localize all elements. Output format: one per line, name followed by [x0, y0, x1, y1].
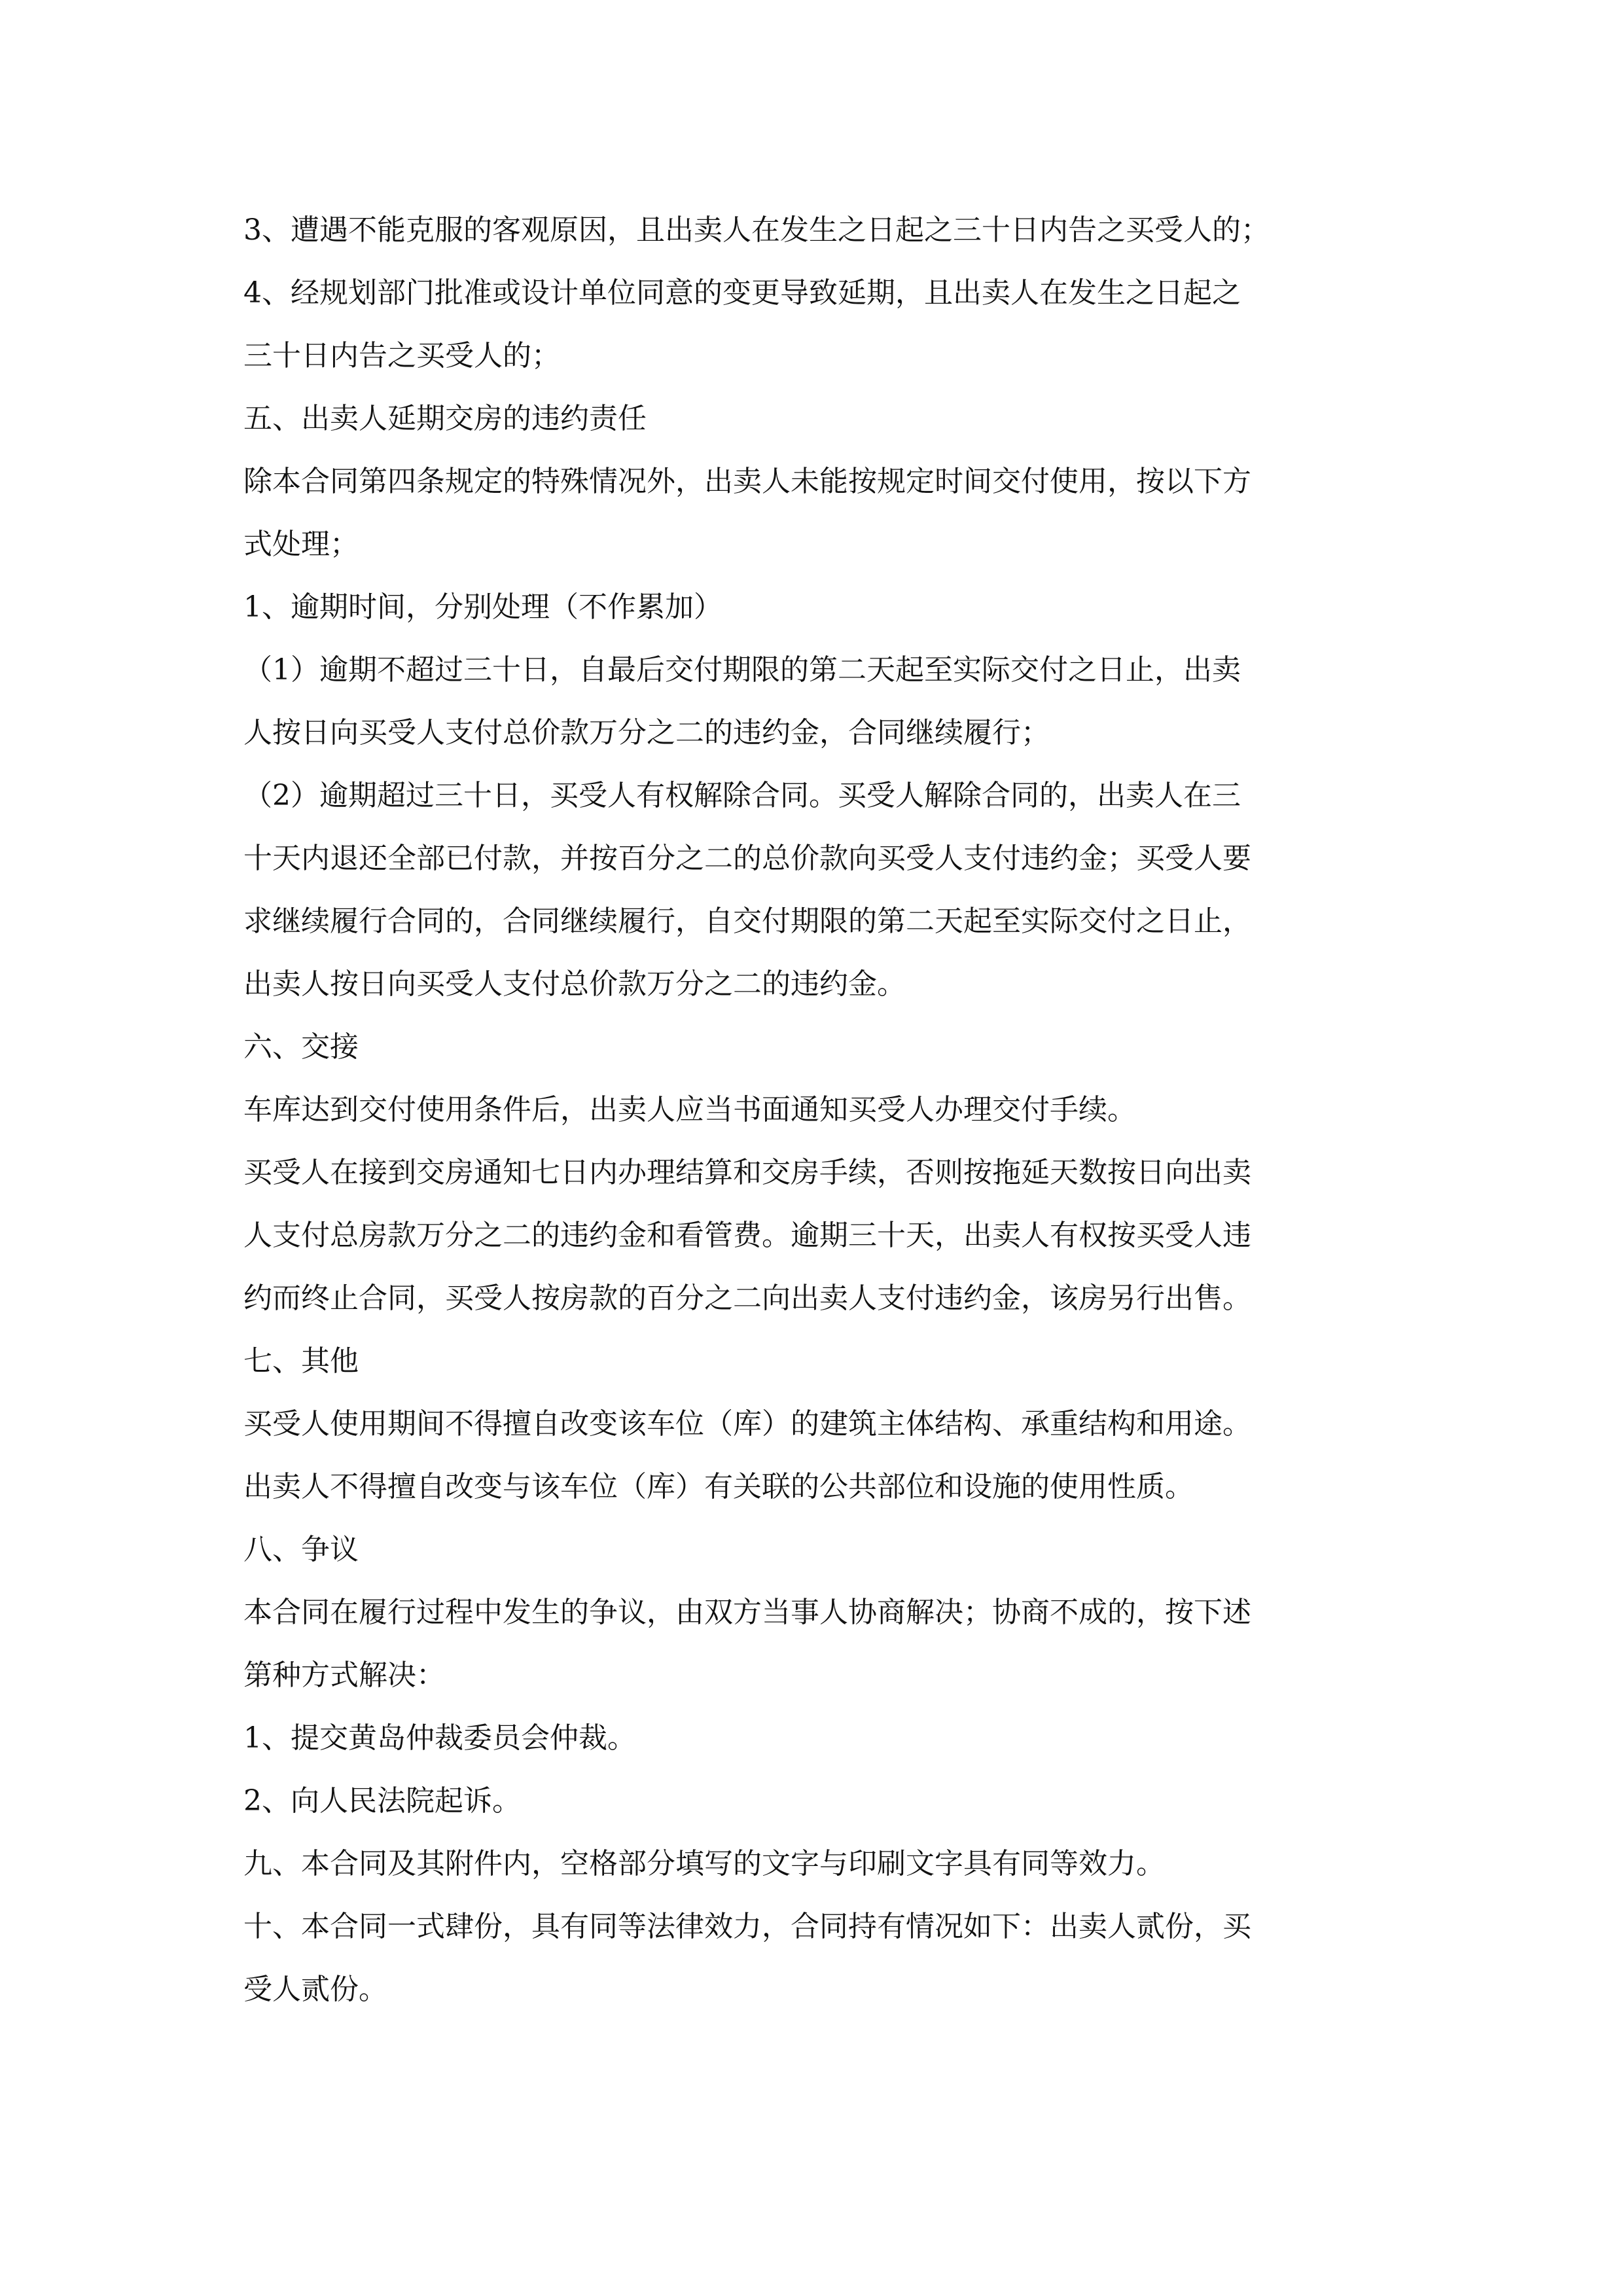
text-line: 出卖人不得擅自改变与该车位（库）有关联的公共部位和设施的使用性质。 [243, 1470, 1194, 1503]
text-line: 受人贰份。 [243, 1973, 387, 2006]
text-line: 约而终止合同，买受人按房款的百分之二向出卖人支付违约金，该房另行出售。 [243, 1282, 1251, 1315]
text-line: 2、向人民法院起诉。 [243, 1784, 521, 1818]
section-heading: 五、出卖人延期交房的违约责任 [243, 402, 647, 435]
text-line: 三十日内告之买受人的； [243, 339, 560, 372]
text-line: 买受人使用期间不得擅自改变该车位（库）的建筑主体结构、承重结构和用途。 [243, 1407, 1251, 1441]
text-line: 十天内退还全部已付款，并按百分之二的总价款向买受人支付违约金；买受人要 [243, 842, 1251, 875]
text-line: 1、逾期时间，分别处理（不作累加） [243, 590, 722, 624]
text-line: 本合同在履行过程中发生的争议，由双方当事人协商解决；协商不成的，按下述 [243, 1596, 1251, 1629]
text-line: 3、遭遇不能克服的客观原因，且出卖人在发生之日起之三十日内告之买受人的； [243, 213, 1270, 247]
text-line: 车库达到交付使用条件后，出卖人应当书面通知买受人办理交付手续。 [243, 1093, 1136, 1126]
text-line: 人按日向买受人支付总价款万分之二的违约金，合同继续履行； [243, 716, 1050, 749]
contract-text [243, 199, 1402, 2021]
text-line: 式处理； [243, 528, 359, 561]
text-line: 买受人在接到交房通知七日内办理结算和交房手续，否则按拖延天数按日向出卖 [243, 1156, 1251, 1189]
text-line: 十、本合同一式肆份，具有同等法律效力，合同持有情况如下：出卖人贰份，买 [243, 1910, 1251, 1943]
text-line: 九、本合同及其附件内，空格部分填写的文字与印刷文字具有同等效力。 [243, 1847, 1165, 1880]
text-line: 人支付总房款万分之二的违约金和看管费。逾期三十天，出卖人有权按买受人违 [243, 1219, 1251, 1252]
section-heading: 六、交接 [243, 1030, 359, 1064]
text-line: 第种方式解决： [243, 1659, 445, 1692]
text-line: 1、提交黄岛仲裁委员会仲裁。 [243, 1721, 636, 1755]
text-line: （1）逾期不超过三十日，自最后交付期限的第二天起至实际交付之日止，出卖 [243, 653, 1241, 687]
section-heading: 七、其他 [243, 1344, 359, 1378]
section-heading: 八、争议 [243, 1533, 359, 1566]
text-line: 出卖人按日向买受人支付总价款万分之二的违约金。 [243, 967, 906, 1001]
text-line: （2）逾期超过三十日，买受人有权解除合同。买受人解除合同的，出卖人在三 [243, 779, 1241, 812]
text-line: 4、经规划部门批准或设计单位同意的变更导致延期，且出卖人在发生之日起之 [243, 276, 1241, 310]
text-line: 求继续履行合同的，合同继续履行，自交付期限的第二天起至实际交付之日止， [243, 905, 1251, 938]
text-line: 除本合同第四条规定的特殊情况外，出卖人未能按规定时间交付使用，按以下方 [243, 465, 1251, 498]
